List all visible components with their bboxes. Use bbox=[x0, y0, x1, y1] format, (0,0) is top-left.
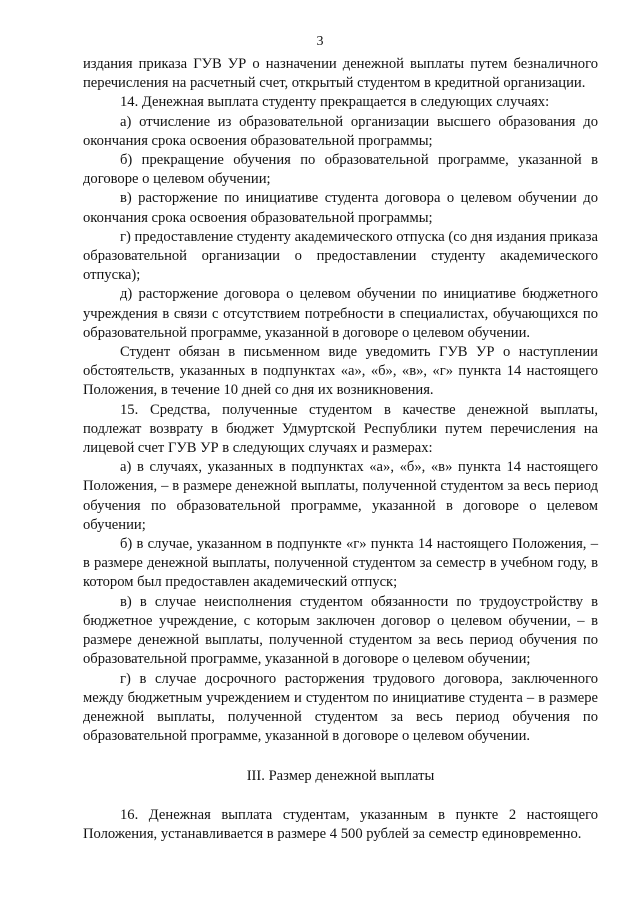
paragraph-item-15: 15. Средства, полученные студентом в качестве денежной выплаты, подлежат возврату в бюджет Удмуртской Республики путем перечисления на лицевой счет ГУВ УР в следующих случаях и размерах: bbox=[83, 401, 598, 457]
paragraph-item-14-d: д) расторжение договора о целевом обучении по инициативе бюджетного учреждения в связи с отсутствием потребности в специалистах, обучающихся по образовательной программе, указанной в договоре о целевом обучении. bbox=[83, 286, 598, 341]
paragraph-student-notice: Студент обязан в письменном виде уведомить ГУВ УР о наступлении обстоятельств, указанных в подпунктах «а», «б», «в», «г» пункта 14 настоящего Положения, в течение 10 дней со дня их возникновения. bbox=[83, 344, 598, 399]
paragraph-item-14-b: б) прекращение обучения по образовательной программе, указанной в договоре о целевом обучении; bbox=[83, 152, 598, 188]
paragraph-item-15-b: б) в случае, указанном в подпункте «г» пункта 14 настоящего Положения, – в размере денежной выплаты, полученной студентом за семестр в учебном году, в котором был предоставлен академический отпуск; bbox=[83, 536, 598, 591]
paragraph-item-14-a: а) отчисление из образовательной организации высшего образования до окончания срока освоения образовательной программы; bbox=[83, 113, 598, 149]
paragraph-item-14: 14. Денежная выплата студенту прекращается в следующих случаях: bbox=[120, 94, 550, 111]
paragraph-item-16: 16. Денежная выплата студентам, указанным в пункте 2 настоящего Положения, устанавливается в размере 4 500 рублей за семестр единовременно. bbox=[83, 806, 598, 842]
paragraph-continuation: издания приказа ГУВ УР о назначении денежной выплаты путем безналичного перечисления на расчетный счет, открытый студентом в кредитной организации. bbox=[83, 56, 598, 92]
paragraph-item-15-a: а) в случаях, указанных в подпунктах «а», «б», «в» пункта 14 настоящего Положения, – в размере денежной выплаты, полученной студентом за весь период обучения по образовательной программе, указанной в договоре о целевом обучении; bbox=[83, 459, 598, 533]
paragraph-item-14-g: г) предоставление студенту академического отпуска (со дня издания приказа образовательной организации о предоставлении студенту академического отпуска); bbox=[83, 228, 598, 284]
paragraph-item-15-g: г) в случае досрочного расторжения трудового договора, заключенного между бюджетным учреждением и студентом по инициативе студента – в размере денежной выплаты, полученной студентом за весь период обучения по образовательной программе, указанной в договоре о целевом обучении. bbox=[83, 670, 598, 745]
document-body bbox=[83, 55, 598, 844]
section-heading: III. Размер денежной выплаты bbox=[246, 768, 435, 785]
paragraph-item-14-v: в) расторжение по инициативе студента договора о целевом обучении до окончания срока освоения образовательной программы; bbox=[83, 190, 598, 226]
page-number: 3 bbox=[316, 34, 324, 49]
paragraph-item-15-v: в) в случае неисполнения студентом обязанности по трудоустройству в бюджетное учреждение, с которым заключен договор о целевом обучении, – в размере денежной выплаты, полученной студентом за весь период обучения по образовательной программе, указанной в договоре о целевом обучении; bbox=[83, 593, 598, 668]
